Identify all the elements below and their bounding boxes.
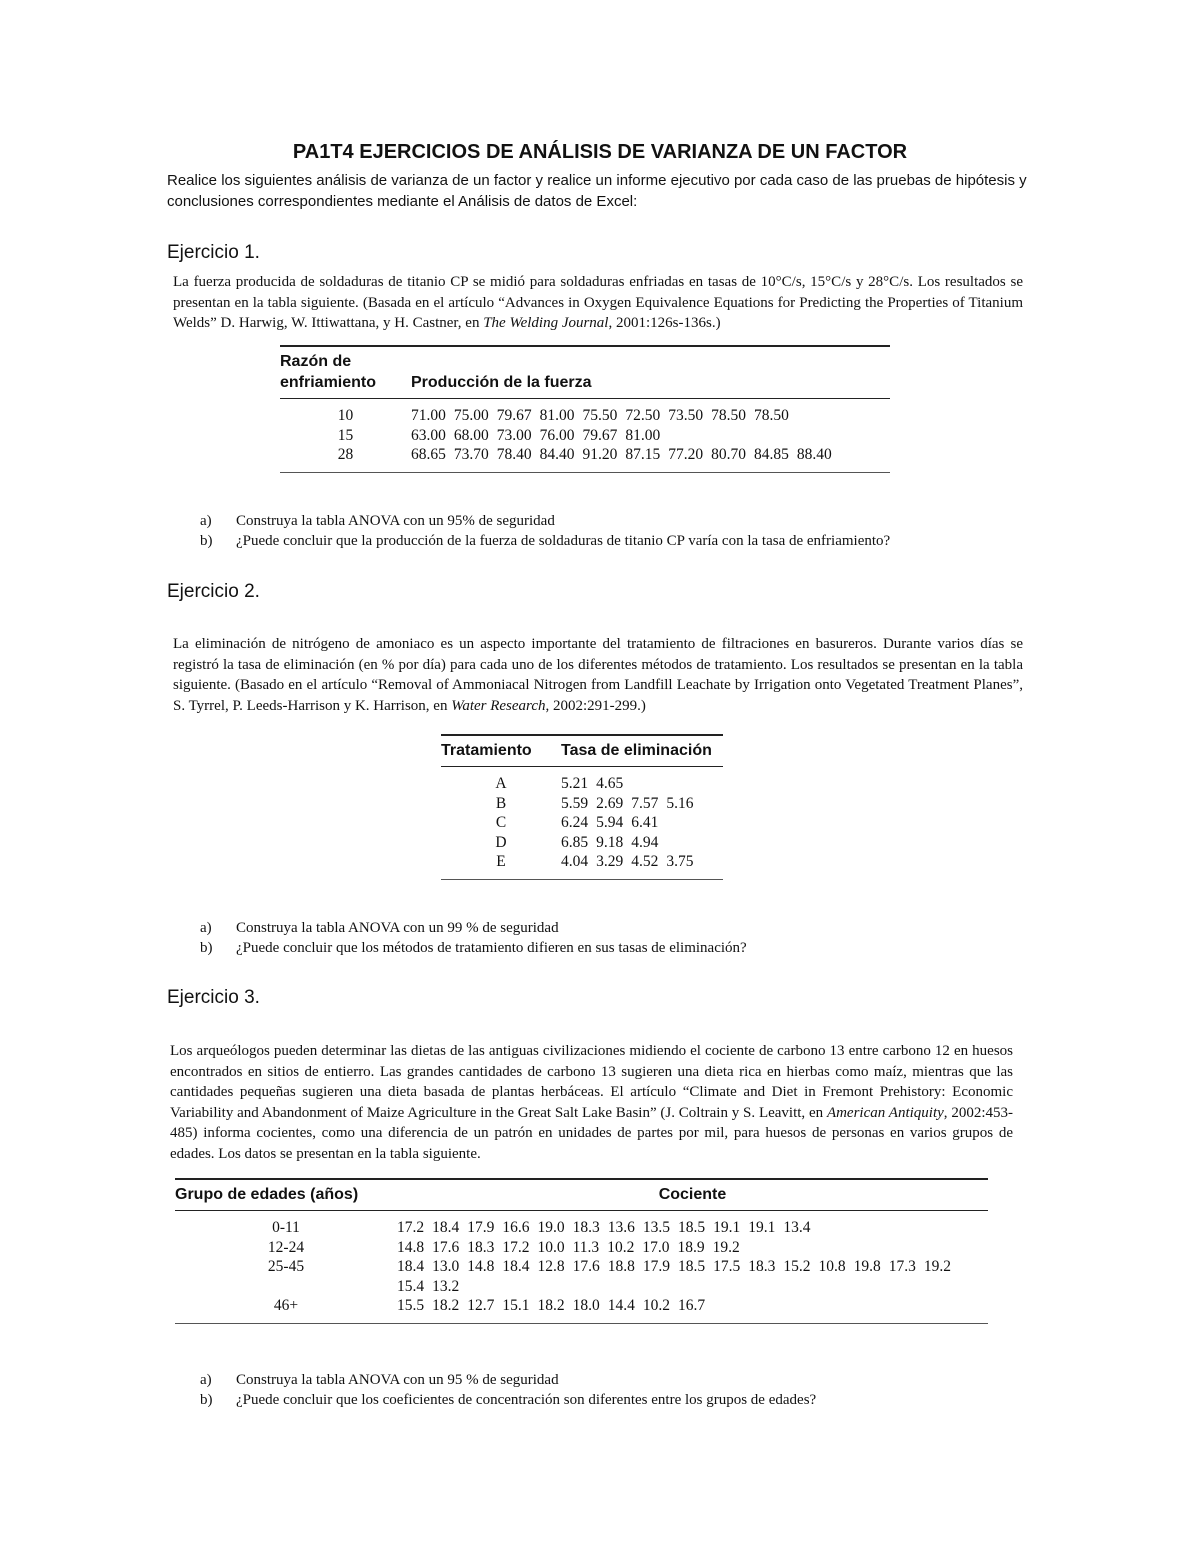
table-row bbox=[441, 767, 723, 794]
question-text: ¿Puede concluir que los métodos de tratamiento difieren en sus tasas de eliminación? bbox=[236, 940, 747, 956]
question-item bbox=[200, 918, 747, 938]
table-cell-value: 18.8 bbox=[607, 1258, 635, 1275]
table-cell-value: 12.7 bbox=[467, 1297, 495, 1314]
question-letter: b) bbox=[200, 940, 213, 956]
table-cell-value: 76.00 bbox=[539, 426, 575, 444]
row-label: 25-45 bbox=[267, 1258, 305, 1275]
table-cell-value: 73.50 bbox=[668, 407, 704, 424]
row-label: 15 bbox=[337, 426, 354, 444]
exercise-2-paragraph: La eliminación de nitrógeno de amoniaco es un aspecto importante del tratamiento de filtraciones en basureros. Durante varios días se registró la tasa de eliminación (en % por día) para cada uno de los diferentes métodos de tratamiento. Los resultados se presentan en la tabla siguiente. (Basado en el artículo “Removal of Ammoniacal Nitrogen from Landfill Leachate by Irrigation onto Vegetated Treatment Planes”, S. Tyrrel, P. Leeds-Harrison y K. Harrison, en Water Research, 2002:291-299.) bbox=[173, 636, 1023, 714]
table-cell-value: 63.00 bbox=[411, 426, 446, 444]
exercise-3-questions bbox=[200, 1370, 816, 1410]
table-cell-value: 18.2 bbox=[537, 1297, 565, 1314]
table-cell-value: 17.9 bbox=[642, 1258, 670, 1275]
question-text: Construya la tabla ANOVA con un 95% de seguridad bbox=[236, 513, 555, 529]
question-letter: a) bbox=[200, 1372, 212, 1388]
table-cell-value: 84.40 bbox=[539, 446, 575, 463]
exercise-1-table bbox=[280, 345, 890, 473]
table-header-ratio: Cociente bbox=[397, 1179, 988, 1211]
table-cell-value: 80.70 bbox=[711, 446, 746, 463]
table-cell-value: 4.65 bbox=[596, 775, 624, 792]
exercise-1-journal: The Welding Journal bbox=[483, 315, 609, 331]
table-cell-value: 4.52 bbox=[631, 853, 659, 870]
question-item bbox=[200, 1370, 816, 1390]
table-cell-value: 18.9 bbox=[677, 1238, 705, 1256]
row-label: 12-24 bbox=[267, 1238, 305, 1256]
table-row bbox=[175, 1257, 988, 1296]
question-text: Construya la tabla ANOVA con un 99 % de seguridad bbox=[236, 920, 559, 936]
question-letter: a) bbox=[200, 513, 212, 529]
table-cell-value: 17.5 bbox=[713, 1258, 741, 1275]
table-cell-value: 10.8 bbox=[818, 1258, 846, 1275]
table-cell-value: 19.1 bbox=[748, 1219, 776, 1236]
table-cell-value: 68.00 bbox=[453, 426, 489, 444]
question-item bbox=[200, 531, 890, 551]
table-cell-value: 13.5 bbox=[642, 1219, 670, 1236]
row-values bbox=[561, 794, 723, 814]
question-letter: b) bbox=[200, 1392, 213, 1408]
table-cell-value: 13.2 bbox=[432, 1277, 460, 1295]
table-cell-value: 68.65 bbox=[411, 446, 446, 463]
row-label: E bbox=[496, 853, 506, 870]
table-cell-value: 18.0 bbox=[572, 1297, 600, 1314]
table-cell-value: 18.4 bbox=[397, 1258, 425, 1275]
table-cell-value: 79.67 bbox=[582, 426, 618, 444]
row-label: B bbox=[495, 794, 507, 812]
row-values bbox=[397, 1211, 988, 1238]
table-cell-value: 17.6 bbox=[572, 1258, 600, 1275]
table-cell-value: 6.41 bbox=[631, 814, 659, 831]
table-cell-value: 10.2 bbox=[607, 1238, 635, 1256]
table-header-age-group: Grupo de edades (años) bbox=[175, 1179, 397, 1211]
table-cell-value: 17.0 bbox=[642, 1238, 670, 1256]
table-cell-value: 17.2 bbox=[397, 1219, 425, 1236]
table-row bbox=[441, 813, 723, 833]
table-cell-value: 9.18 bbox=[596, 833, 624, 851]
row-label: D bbox=[495, 833, 507, 851]
table-cell-value: 18.2 bbox=[432, 1297, 460, 1314]
table-cell-value: 6.24 bbox=[561, 814, 589, 831]
exercise-1-questions bbox=[200, 511, 890, 551]
exercise-3-table bbox=[175, 1178, 988, 1324]
table-cell-value: 18.5 bbox=[678, 1258, 706, 1275]
table-cell-value: 19.2 bbox=[712, 1238, 740, 1256]
table-cell-value: 18.3 bbox=[572, 1219, 600, 1236]
table-row bbox=[441, 833, 723, 853]
row-label: 10 bbox=[337, 407, 354, 424]
exercise-3-heading: Ejercicio 3. bbox=[167, 987, 260, 1008]
table-cell-value: 75.50 bbox=[582, 407, 618, 424]
table-cell-value: 18.4 bbox=[432, 1219, 460, 1236]
table-header-treatment: Tratamiento bbox=[441, 735, 561, 767]
exercise-1-table-body bbox=[280, 399, 890, 473]
row-label: 0-11 bbox=[272, 1219, 300, 1236]
row-values bbox=[561, 767, 723, 794]
question-text: Construya la tabla ANOVA con un 95 % de seguridad bbox=[236, 1372, 559, 1388]
table-row bbox=[175, 1211, 988, 1238]
table-header-force: Producción de la fuerza bbox=[411, 346, 890, 399]
table-cell-value: 14.4 bbox=[607, 1297, 635, 1314]
row-values bbox=[397, 1238, 988, 1258]
exercise-3-paragraph: Los arqueólogos pueden determinar las dietas de las antiguas civilizaciones midiendo el cociente de carbono 13 entre carbono 12 en huesos encontrados en sitios de entierro. Las grandes cantidades de carbono 13 sugieren una dieta rica en hierbas como maíz, mientras que las cantidades pequeñas sugieren una dieta basada de plantas herbáceas. El artículo “Climate and Diet in Fremont Prehistory: Economic Variability and Abandonment of Maize Agriculture in the Great Salt Lake Basin” (J. Coltrain y S. Leavitt, en American Antiquity, 2002:453-485) informa cocientes, como una diferencia de un patrón en unidades de partes por mil, para huesos de personas en varios grupos de edades. Los datos se presentan en la tabla siguiente. bbox=[170, 1043, 1013, 1162]
table-cell-value: 18.3 bbox=[467, 1238, 495, 1256]
table-cell-value: 78.50 bbox=[711, 407, 746, 424]
table-cell-value: 17.9 bbox=[467, 1219, 495, 1236]
row-label: 46+ bbox=[273, 1297, 299, 1314]
table-cell-value: 14.8 bbox=[397, 1238, 425, 1256]
table-row bbox=[441, 794, 723, 814]
table-cell-value: 13.6 bbox=[607, 1219, 635, 1236]
question-text: ¿Puede concluir que la producción de la fuerza de soldaduras de titanio CP varía con la tasa de enfriamiento? bbox=[236, 533, 891, 549]
table-cell-value: 81.00 bbox=[625, 426, 661, 444]
document-title: PA1T4 EJERCICIOS DE ANÁLISIS DE VARIANZA DE UN FACTOR bbox=[292, 141, 908, 163]
row-values bbox=[411, 426, 890, 446]
question-letter: a) bbox=[200, 920, 212, 936]
table-row bbox=[175, 1296, 988, 1323]
exercise-2-heading: Ejercicio 2. bbox=[167, 581, 260, 602]
table-cell-value: 15.4 bbox=[397, 1277, 425, 1295]
table-row bbox=[280, 426, 890, 446]
table-cell-value: 5.94 bbox=[596, 814, 624, 831]
table-cell-value: 81.00 bbox=[539, 407, 575, 424]
table-cell-value: 14.8 bbox=[467, 1258, 495, 1275]
exercise-3-table-body bbox=[175, 1211, 988, 1324]
table-cell-value: 10.2 bbox=[642, 1297, 670, 1314]
table-cell-value: 73.00 bbox=[496, 426, 532, 444]
table-cell-value: 84.85 bbox=[754, 446, 789, 463]
table-cell-value: 75.00 bbox=[453, 407, 489, 424]
table-cell-value: 77.20 bbox=[668, 446, 704, 463]
table-cell-value: 71.00 bbox=[411, 407, 446, 424]
table-cell-value: 5.21 bbox=[561, 775, 589, 792]
table-cell-value: 13.0 bbox=[432, 1258, 460, 1275]
table-row bbox=[441, 852, 723, 879]
intro-paragraph: Realice los siguientes análisis de varianza de un factor y realice un informe ejecutivo por cada caso de las pruebas de hipótesis y conclusiones correspondientes mediante el Análisis de datos de Excel: bbox=[167, 172, 1027, 210]
table-cell-value: 18.5 bbox=[678, 1219, 706, 1236]
table-cell-value: 15.1 bbox=[502, 1297, 530, 1314]
table-cell-value: 15.5 bbox=[397, 1297, 425, 1314]
table-cell-value: 7.57 bbox=[631, 794, 659, 812]
table-cell-value: 88.40 bbox=[796, 446, 832, 463]
table-cell-value: 78.50 bbox=[754, 407, 789, 424]
table-cell-value: 91.20 bbox=[582, 446, 618, 463]
table-cell-value: 17.6 bbox=[432, 1238, 460, 1256]
table-cell-value: 13.4 bbox=[783, 1219, 811, 1236]
row-values bbox=[411, 399, 890, 426]
row-values bbox=[411, 445, 890, 472]
table-cell-value: 4.04 bbox=[561, 853, 589, 870]
table-cell-value: 72.50 bbox=[625, 407, 661, 424]
question-letter: b) bbox=[200, 533, 213, 549]
table-cell-value: 12.8 bbox=[537, 1258, 565, 1275]
row-values bbox=[397, 1257, 988, 1296]
exercise-1-paragraph: La fuerza producida de soldaduras de titanio CP se midió para soldaduras enfriadas en tasas de 10°C/s, 15°C/s y 28°C/s. Los resultados se presentan en la tabla siguiente. (Basada en el artículo “Advances in Oxygen Equivalence Equations for Predicting the Properties of Titanium Welds” D. Harwig, W. Ittiwattana, y H. Castner, en The Welding Journal, 2001:126s-136s.) bbox=[173, 274, 1023, 331]
table-cell-value: 5.16 bbox=[666, 794, 694, 812]
table-cell-value: 73.70 bbox=[453, 446, 489, 463]
table-row bbox=[280, 445, 890, 472]
table-cell-value: 19.2 bbox=[923, 1258, 951, 1275]
question-item bbox=[200, 938, 747, 958]
question-text: ¿Puede concluir que los coeficientes de concentración son diferentes entre los grupos de edades? bbox=[236, 1392, 817, 1408]
exercise-2-journal: Water Research bbox=[451, 697, 546, 714]
table-cell-value: 87.15 bbox=[625, 446, 661, 463]
row-label: A bbox=[495, 775, 507, 792]
table-cell-value: 16.6 bbox=[502, 1219, 530, 1236]
table-cell-value: 5.59 bbox=[561, 794, 589, 812]
row-values bbox=[561, 813, 723, 833]
table-cell-value: 2.69 bbox=[596, 794, 624, 812]
row-label: 28 bbox=[337, 446, 354, 463]
table-cell-value: 19.1 bbox=[713, 1219, 741, 1236]
row-values bbox=[561, 852, 723, 879]
table-cell-value: 16.7 bbox=[678, 1297, 706, 1314]
table-row bbox=[175, 1238, 988, 1258]
table-cell-value: 3.75 bbox=[666, 853, 694, 870]
table-cell-value: 15.2 bbox=[783, 1258, 811, 1275]
exercise-2-questions bbox=[200, 918, 747, 958]
exercise-2-table bbox=[441, 734, 723, 880]
table-cell-value: 4.94 bbox=[631, 833, 659, 851]
question-item bbox=[200, 511, 890, 531]
table-cell-value: 10.0 bbox=[537, 1238, 565, 1256]
table-cell-value: 3.29 bbox=[596, 853, 624, 870]
question-item bbox=[200, 1390, 816, 1410]
exercise-2-table-body bbox=[441, 767, 723, 880]
table-cell-value: 17.3 bbox=[888, 1258, 916, 1275]
table-cell-value: 18.3 bbox=[748, 1258, 776, 1275]
table-cell-value: 11.3 bbox=[572, 1238, 600, 1256]
table-cell-value: 78.40 bbox=[496, 446, 532, 463]
table-cell-value: 19.0 bbox=[537, 1219, 565, 1236]
table-header-cooling-rate: Razón de enfriamiento bbox=[280, 346, 411, 399]
table-cell-value: 18.4 bbox=[502, 1258, 530, 1275]
exercise-3-journal: American Antiquity bbox=[826, 1104, 944, 1121]
row-values bbox=[397, 1296, 988, 1323]
table-header-removal-rate: Tasa de eliminación bbox=[561, 735, 723, 767]
table-row bbox=[280, 399, 890, 426]
row-label: C bbox=[495, 814, 507, 831]
table-cell-value: 6.85 bbox=[561, 833, 589, 851]
table-cell-value: 79.67 bbox=[496, 407, 532, 424]
table-cell-value: 19.8 bbox=[853, 1258, 881, 1275]
row-values bbox=[561, 833, 723, 853]
table-cell-value: 17.2 bbox=[502, 1238, 530, 1256]
exercise-1-heading: Ejercicio 1. bbox=[167, 242, 260, 263]
